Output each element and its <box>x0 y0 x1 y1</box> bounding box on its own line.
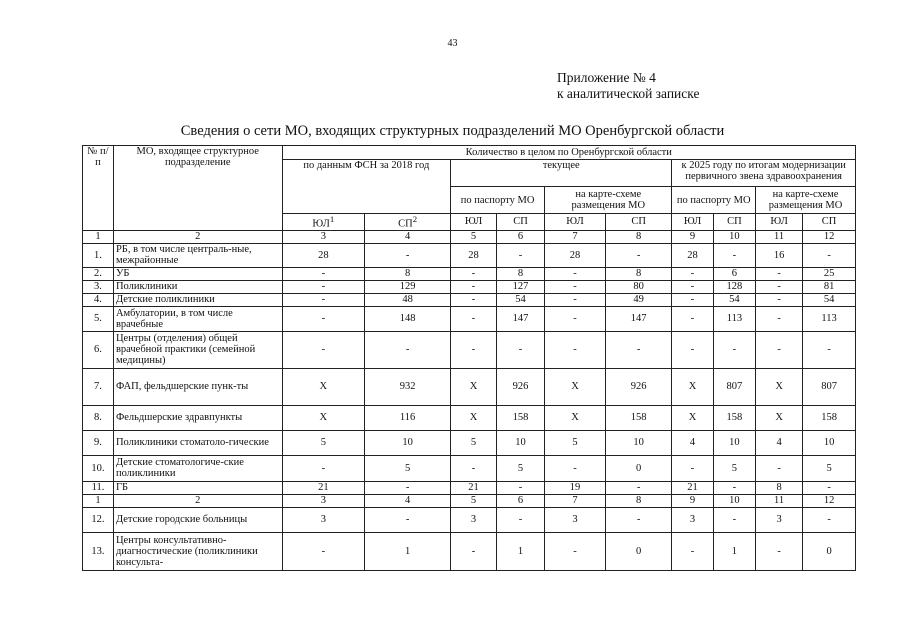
table-cell: - <box>451 331 497 368</box>
table-cell: X <box>451 405 497 430</box>
table-row <box>83 368 856 405</box>
table-cell: 113 <box>803 306 856 331</box>
table-cell: 129 <box>365 280 451 293</box>
column-number: 12 <box>803 230 856 243</box>
row-number: 9. <box>83 430 114 455</box>
table-cell: 6 <box>713 267 755 280</box>
table-cell: 19 <box>545 481 606 494</box>
table-cell: - <box>672 293 713 306</box>
header-sp: СП <box>496 214 544 231</box>
column-number: 12 <box>803 494 856 507</box>
table-cell: 1 <box>496 532 544 570</box>
column-number-row <box>83 230 856 243</box>
table-cell: 16 <box>756 243 803 267</box>
appendix-line-2: к аналитической записке <box>557 86 700 101</box>
table-cell: 10 <box>803 430 856 455</box>
row-number: 7. <box>83 368 114 405</box>
table-cell: - <box>672 267 713 280</box>
table-row <box>83 331 856 368</box>
column-number: 2 <box>113 230 282 243</box>
row-name: Фельдшерские здравпункты <box>113 405 282 430</box>
row-name: ФАП, фельдшерские пунк-ты <box>113 368 282 405</box>
document-title: Сведения о сети МО, входящих структурных подразделений МО Оренбургской области <box>180 123 725 139</box>
table-cell: 8 <box>756 481 803 494</box>
header-sp: СП <box>713 214 755 231</box>
column-number: 10 <box>713 230 755 243</box>
table-cell: - <box>282 455 365 481</box>
table-cell: - <box>365 507 451 532</box>
column-number: 8 <box>605 494 672 507</box>
table-cell: - <box>545 293 606 306</box>
table-cell: 54 <box>713 293 755 306</box>
row-name: Центры консультативно-диагностические (поликлиники консульта- <box>113 532 282 570</box>
table-cell: X <box>545 368 606 405</box>
table-cell: 0 <box>605 532 672 570</box>
table-cell: 8 <box>496 267 544 280</box>
table-cell: - <box>756 306 803 331</box>
table-cell: - <box>545 532 606 570</box>
table-cell: 1 <box>713 532 755 570</box>
table-cell: - <box>756 331 803 368</box>
table-row <box>83 267 856 280</box>
table-cell: - <box>496 507 544 532</box>
appendix-note <box>557 70 699 102</box>
column-number: 4 <box>365 230 451 243</box>
table-row <box>83 532 856 570</box>
table-cell: - <box>756 293 803 306</box>
table-cell: 113 <box>713 306 755 331</box>
sp-label: СП <box>398 218 413 230</box>
appendix-line-1: Приложение № 4 <box>557 70 656 85</box>
table-cell: - <box>282 267 365 280</box>
table-cell: 5 <box>496 455 544 481</box>
table-cell: 0 <box>605 455 672 481</box>
table-cell: 8 <box>605 267 672 280</box>
table-row <box>83 430 856 455</box>
row-name: РБ, в том числе централь-ные, межрайонные <box>113 243 282 267</box>
table-cell: - <box>451 293 497 306</box>
table-cell: - <box>496 481 544 494</box>
table-cell: 5 <box>451 430 497 455</box>
table-cell: 28 <box>282 243 365 267</box>
column-number: 8 <box>605 230 672 243</box>
table-cell: - <box>545 455 606 481</box>
table-cell: 3 <box>672 507 713 532</box>
row-number: 13. <box>83 532 114 570</box>
row-number: 6. <box>83 331 114 368</box>
table-cell: X <box>672 405 713 430</box>
table-cell: - <box>282 331 365 368</box>
column-number: 11 <box>756 230 803 243</box>
table-cell: 4 <box>756 430 803 455</box>
header-future: к 2025 году по итогам модернизации первичного звена здравоохранения <box>672 160 856 187</box>
table-row <box>83 306 856 331</box>
table-cell: 3 <box>756 507 803 532</box>
table-row <box>83 243 856 267</box>
table-cell: - <box>713 243 755 267</box>
table-cell: - <box>496 243 544 267</box>
table-cell: 28 <box>672 243 713 267</box>
table-cell: 21 <box>672 481 713 494</box>
column-number: 6 <box>496 494 544 507</box>
header-yul: ЮЛ <box>672 214 713 231</box>
table-cell: - <box>672 455 713 481</box>
table-cell: - <box>672 306 713 331</box>
row-number: 12. <box>83 507 114 532</box>
table-cell: - <box>803 243 856 267</box>
footnote-mark-1: 1 <box>329 214 335 224</box>
table-cell: - <box>605 243 672 267</box>
header-yul: ЮЛ <box>756 214 803 231</box>
table-cell: 21 <box>451 481 497 494</box>
header-map-2025: на карте-схеме размещения МО <box>756 187 856 214</box>
row-name: Поликлиники <box>113 280 282 293</box>
table-cell: - <box>803 481 856 494</box>
table-cell: 807 <box>713 368 755 405</box>
table-cell: 926 <box>605 368 672 405</box>
table-cell: 54 <box>803 293 856 306</box>
row-name: Детские поликлиники <box>113 293 282 306</box>
table-cell: 3 <box>545 507 606 532</box>
footnote-mark-2: 2 <box>412 214 418 224</box>
row-number: 2. <box>83 267 114 280</box>
table-row <box>83 293 856 306</box>
header-num: № п/п <box>83 146 114 231</box>
column-number: 6 <box>496 230 544 243</box>
table-cell: 28 <box>545 243 606 267</box>
column-number: 10 <box>713 494 755 507</box>
table-cell: 10 <box>605 430 672 455</box>
row-number: 8. <box>83 405 114 430</box>
table-row <box>83 455 856 481</box>
row-number: 3. <box>83 280 114 293</box>
table-cell: 147 <box>605 306 672 331</box>
table-cell: - <box>713 331 755 368</box>
column-number: 3 <box>282 494 365 507</box>
table-cell: 5 <box>713 455 755 481</box>
table-cell: 28 <box>451 243 497 267</box>
row-number: 1. <box>83 243 114 267</box>
table-cell: - <box>672 331 713 368</box>
table-cell: 158 <box>496 405 544 430</box>
row-number: 5. <box>83 306 114 331</box>
header-map: на карте-схеме размещения МО <box>545 187 672 214</box>
column-number: 5 <box>451 230 497 243</box>
row-name: Детские городские больницы <box>113 507 282 532</box>
table-cell: X <box>282 368 365 405</box>
table-cell: - <box>451 267 497 280</box>
table-cell: - <box>451 532 497 570</box>
table-cell: 1 <box>365 532 451 570</box>
row-name: Центры (отделения) общей врачебной практики (семейной медицины) <box>113 331 282 368</box>
row-number: 4. <box>83 293 114 306</box>
table-cell: - <box>803 331 856 368</box>
row-number: 10. <box>83 455 114 481</box>
table-cell: 932 <box>365 368 451 405</box>
table-cell: - <box>605 331 672 368</box>
row-name: Амбулатории, в том числе врачебные <box>113 306 282 331</box>
table-cell: - <box>605 507 672 532</box>
page-number: 43 <box>447 38 458 49</box>
table-cell: - <box>282 280 365 293</box>
table-cell: - <box>451 455 497 481</box>
table-cell: X <box>545 405 606 430</box>
table-cell: 4 <box>672 430 713 455</box>
table-cell: 147 <box>496 306 544 331</box>
table-cell: - <box>545 267 606 280</box>
table-cell: X <box>282 405 365 430</box>
table-cell: - <box>545 331 606 368</box>
table-cell: 10 <box>713 430 755 455</box>
header-total: Количество в целом по Оренбургской области <box>282 146 855 160</box>
column-number: 9 <box>672 230 713 243</box>
table-cell: - <box>282 306 365 331</box>
table-cell: 3 <box>282 507 365 532</box>
table-cell: 5 <box>365 455 451 481</box>
table-cell: 10 <box>496 430 544 455</box>
table-cell: - <box>713 507 755 532</box>
table-cell: 25 <box>803 267 856 280</box>
table-cell: 158 <box>605 405 672 430</box>
header-sp: СП <box>605 214 672 231</box>
row-name: ГБ <box>113 481 282 494</box>
table-cell: - <box>756 532 803 570</box>
header-passport-2025: по паспорту МО <box>672 187 756 214</box>
column-number: 4 <box>365 494 451 507</box>
column-number: 3 <box>282 230 365 243</box>
column-number: 9 <box>672 494 713 507</box>
mo-network-table <box>82 145 856 571</box>
table-cell: X <box>756 405 803 430</box>
table-cell: 926 <box>496 368 544 405</box>
table-cell: - <box>365 481 451 494</box>
table-cell: 54 <box>496 293 544 306</box>
header-yul: ЮЛ <box>451 214 497 231</box>
table-cell: X <box>756 368 803 405</box>
header-yul-fsn <box>282 214 365 231</box>
table-cell: - <box>756 280 803 293</box>
header-passport: по паспорту МО <box>451 187 545 214</box>
column-number: 1 <box>83 230 114 243</box>
header-mo: МО, входящее структурное подразделение <box>113 146 282 231</box>
table-cell: 10 <box>365 430 451 455</box>
column-number: 7 <box>545 230 606 243</box>
table-cell: - <box>672 532 713 570</box>
table-cell: 5 <box>545 430 606 455</box>
table-cell: - <box>756 267 803 280</box>
table-row <box>83 280 856 293</box>
table-row <box>83 481 856 494</box>
row-name: Детские стоматологиче-ские поликлиники <box>113 455 282 481</box>
table-cell: 81 <box>803 280 856 293</box>
column-number: 2 <box>113 494 282 507</box>
table-cell: 48 <box>365 293 451 306</box>
table-cell: 49 <box>605 293 672 306</box>
table-cell: - <box>545 306 606 331</box>
table-cell: 80 <box>605 280 672 293</box>
table-cell: 3 <box>451 507 497 532</box>
table-cell: - <box>605 481 672 494</box>
table-cell: 21 <box>282 481 365 494</box>
column-number: 11 <box>756 494 803 507</box>
table-cell: - <box>496 331 544 368</box>
table-cell: - <box>365 243 451 267</box>
header-fsn: по данным ФСН за 2018 год <box>282 160 451 214</box>
header-sp-fsn <box>365 214 451 231</box>
table-cell: - <box>451 306 497 331</box>
table-cell: 158 <box>803 405 856 430</box>
row-name: УБ <box>113 267 282 280</box>
column-number: 7 <box>545 494 606 507</box>
table-row <box>83 507 856 532</box>
yul-label: ЮЛ <box>312 218 330 230</box>
table-row <box>83 405 856 430</box>
table-cell: - <box>451 280 497 293</box>
table-cell: - <box>672 280 713 293</box>
table-cell: 0 <box>803 532 856 570</box>
header-current: текущее <box>451 160 672 187</box>
table-cell: - <box>713 481 755 494</box>
table-cell: - <box>545 280 606 293</box>
table-cell: - <box>365 331 451 368</box>
table-cell: 148 <box>365 306 451 331</box>
table-cell: 8 <box>365 267 451 280</box>
table-cell: - <box>282 532 365 570</box>
table-cell: 807 <box>803 368 856 405</box>
header-yul: ЮЛ <box>545 214 606 231</box>
table-cell: X <box>451 368 497 405</box>
table-cell: X <box>672 368 713 405</box>
table-cell: - <box>282 293 365 306</box>
table-cell: 116 <box>365 405 451 430</box>
table-cell: 127 <box>496 280 544 293</box>
column-number-row <box>83 494 856 507</box>
table-cell: 128 <box>713 280 755 293</box>
row-name: Поликлиники стоматоло-гические <box>113 430 282 455</box>
table-cell: - <box>803 507 856 532</box>
column-number: 1 <box>83 494 114 507</box>
table-cell: 5 <box>803 455 856 481</box>
table-cell: - <box>756 455 803 481</box>
column-number: 5 <box>451 494 497 507</box>
header-sp: СП <box>803 214 856 231</box>
row-number: 11. <box>83 481 114 494</box>
table-cell: 158 <box>713 405 755 430</box>
table-cell: 5 <box>282 430 365 455</box>
